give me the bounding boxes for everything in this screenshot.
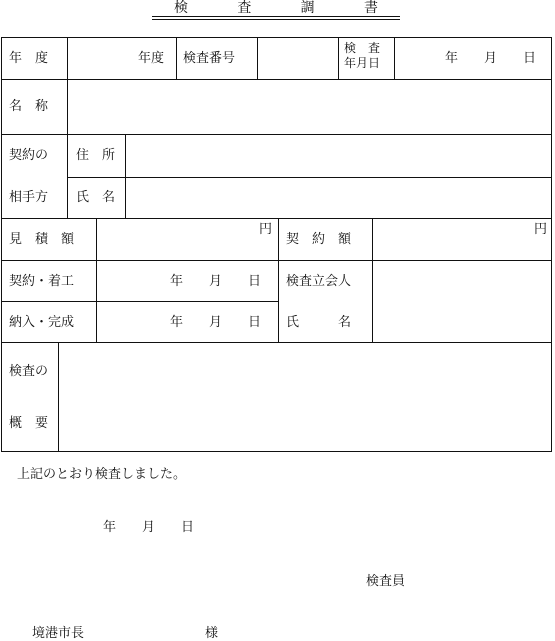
delivery-complete-label: 納入・完成 — [9, 315, 75, 330]
address-label: 住 所 — [76, 148, 116, 163]
inspection-form-table — [1, 37, 552, 452]
row-divider — [2, 260, 551, 261]
row-divider — [67, 177, 551, 178]
row-divider — [2, 79, 551, 80]
col-divider — [67, 38, 68, 79]
col-divider — [176, 38, 177, 79]
fiscal-year-field[interactable]: 年度 — [138, 51, 165, 66]
estimate-amount-label: 見 積 額 — [9, 232, 75, 247]
witness-name-label: 氏 名 — [286, 315, 352, 330]
col-divider — [125, 134, 126, 218]
title-underline — [152, 16, 400, 17]
title-char: 書 — [363, 0, 378, 16]
contractor-name-label: 氏 名 — [76, 190, 116, 205]
contract-start-date-field[interactable]: 年 月 日 — [170, 274, 262, 289]
col-divider — [96, 218, 97, 342]
row-divider — [2, 218, 551, 219]
inspection-date-label-bottom: 年月日 — [344, 56, 381, 70]
contract-yen-unit: 円 — [534, 222, 548, 237]
inspection-date-field[interactable]: 年 月 日 — [445, 51, 537, 66]
addressee-mayor: 境港市長 — [32, 626, 85, 641]
report-date-field[interactable]: 年 月 日 — [103, 520, 195, 535]
inspection-statement: 上記のとおり検査しました。 — [17, 467, 187, 482]
inspection-date-label-top: 検 査 — [344, 41, 381, 55]
row-divider — [2, 301, 278, 302]
year-label: 年 度 — [9, 51, 49, 66]
title-char: 検 — [174, 0, 188, 16]
contractor-label-top: 契約の — [9, 148, 49, 163]
title-char: 査 — [237, 0, 252, 16]
document-title — [152, 0, 400, 16]
contractor-label-bottom: 相手方 — [9, 190, 49, 205]
col-divider — [372, 218, 373, 342]
col-divider — [67, 79, 68, 218]
col-divider — [394, 38, 395, 79]
inspection-number-label: 検査番号 — [183, 51, 236, 66]
contract-start-label: 契約・着工 — [9, 274, 75, 289]
inspector-label: 検査員 — [366, 574, 406, 589]
inspection-witness-label: 検査立会人 — [286, 274, 352, 289]
col-divider — [257, 38, 258, 79]
name-label: 名 称 — [9, 99, 49, 114]
contract-amount-label: 契 約 額 — [286, 232, 352, 247]
col-divider — [278, 218, 279, 342]
estimate-yen-unit: 円 — [259, 222, 273, 237]
delivery-complete-date-field[interactable]: 年 月 日 — [170, 315, 262, 330]
col-divider — [338, 38, 339, 79]
title-underline-double — [152, 19, 400, 20]
inspection-summary-label-bottom: 概 要 — [9, 416, 49, 431]
title-char: 調 — [300, 0, 315, 16]
honorific-sama: 様 — [205, 626, 219, 641]
row-divider — [2, 342, 551, 343]
col-divider — [58, 342, 59, 451]
row-divider — [2, 134, 551, 135]
inspection-summary-label-top: 検査の — [9, 364, 49, 379]
